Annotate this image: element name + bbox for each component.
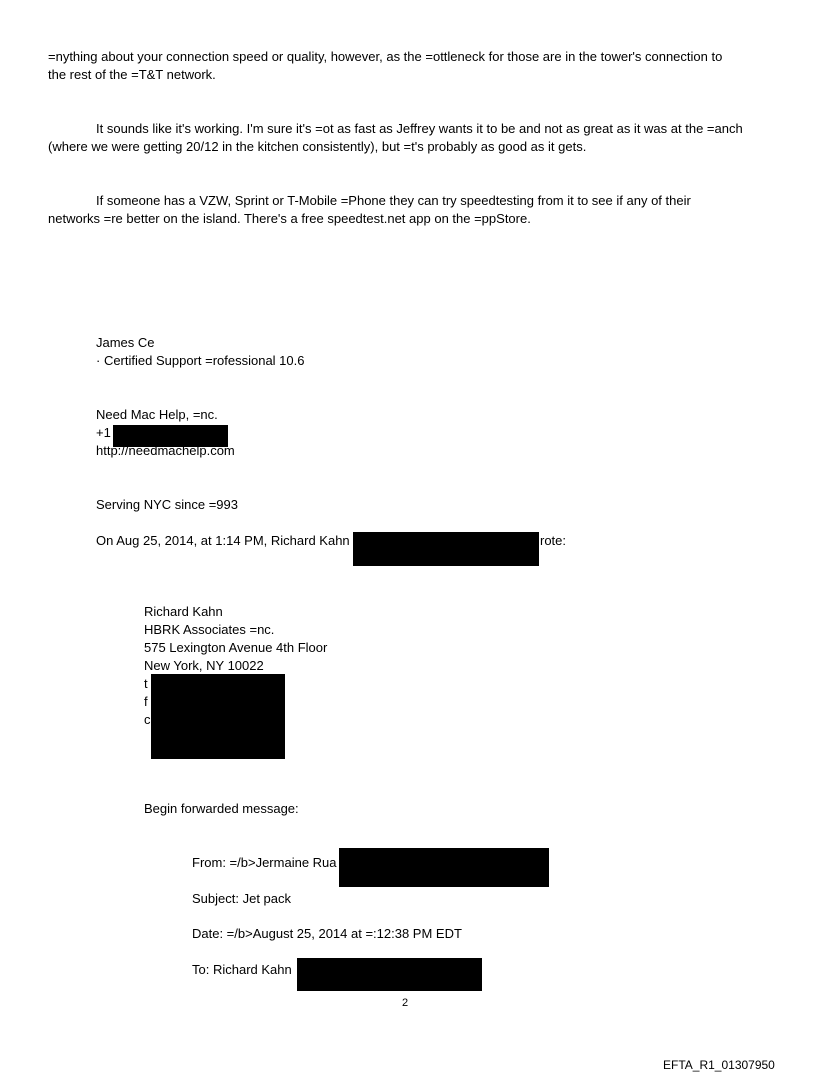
quoted-contact-letter: t	[144, 676, 148, 691]
signature-certification: · Certified Support =rofessional 10.6	[96, 353, 305, 368]
forwarded-subject: Subject: Jet pack	[192, 891, 291, 906]
forwarded-to: To: Richard Kahn	[192, 962, 292, 977]
signature-serving-line: Serving NYC since =993	[96, 497, 238, 512]
signature-company: Need Mac Help, =nc.	[96, 407, 218, 422]
quoted-address-line: New York, NY 10022	[144, 658, 264, 673]
quoted-company: HBRK Associates =nc.	[144, 622, 275, 637]
paragraph-line: the rest of the =T&T network.	[48, 67, 216, 82]
quoted-contact-letter: c	[144, 712, 151, 727]
reply-header-suffix: rote:	[540, 533, 567, 548]
redaction-box	[339, 848, 549, 887]
signature-phone-prefix: +1	[96, 425, 111, 440]
paragraph-line: networks =re better on the island. There's a free speedtest.net app on the =ppStore.	[48, 211, 531, 226]
forwarded-date: Date: =/b>August 25, 2014 at =:12:38 PM EDT	[192, 926, 462, 941]
paragraph-line: (where we were getting 20/12 in the kitchen consistently), but =t's probably as good as it gets.	[48, 139, 587, 154]
page-number: 2	[402, 997, 409, 1009]
paragraph-line: =nything about your connection speed or quality, however, as the =ottleneck for those are in the tower's connection to	[48, 49, 723, 64]
quoted-contact-letter: f	[144, 694, 148, 709]
redaction-box	[297, 958, 482, 991]
document-id: EFTA_R1_01307950	[663, 1058, 775, 1072]
forwarded-from: From: =/b>Jermaine Rua	[192, 855, 337, 870]
forwarded-heading: Begin forwarded message:	[144, 801, 299, 816]
redaction-box	[353, 532, 539, 566]
signature-name: James Ce	[96, 335, 155, 350]
paragraph-line: If someone has a VZW, Sprint or T-Mobile =Phone they can try speedtesting from it to see if any of their	[96, 193, 691, 208]
paragraph-line: It sounds like it's working. I'm sure it's =ot as fast as Jeffrey wants it to be and not as great as it was at the =anch	[96, 121, 743, 136]
quoted-name: Richard Kahn	[144, 604, 223, 619]
signature-url[interactable]: http://needmachelp.com	[96, 443, 235, 458]
redaction-box	[151, 674, 285, 759]
reply-header-prefix: On Aug 25, 2014, at 1:14 PM, Richard Kahn	[96, 533, 350, 548]
quoted-address-line: 575 Lexington Avenue 4th Floor	[144, 640, 328, 655]
